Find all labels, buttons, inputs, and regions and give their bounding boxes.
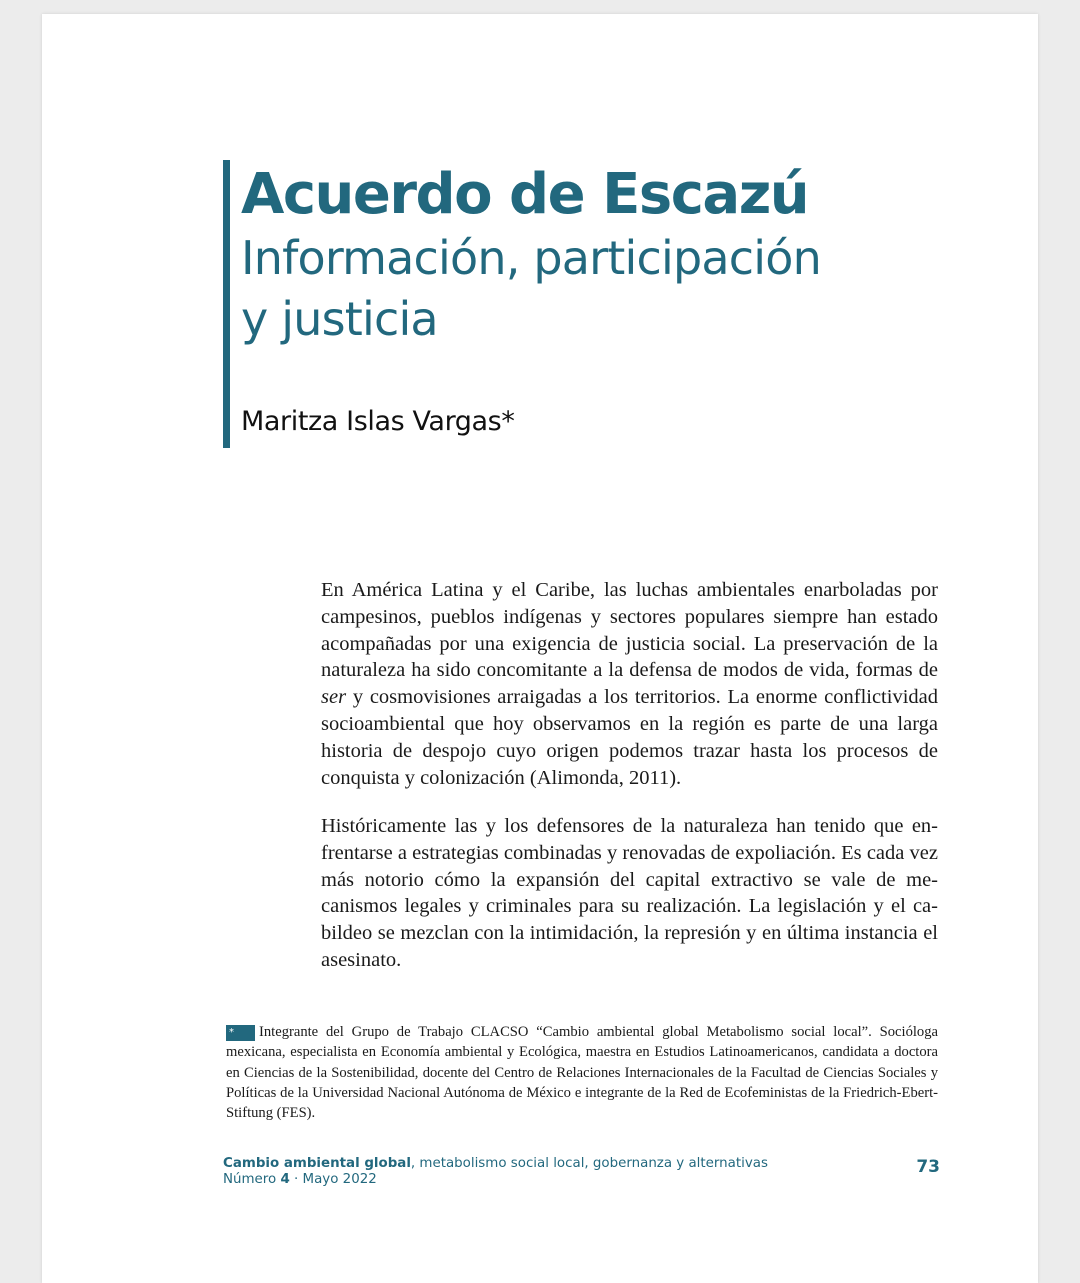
issue-line: [223, 1172, 768, 1188]
journal-subtitle: , metabolismo social local, gobernanza y alternativas: [410, 1156, 768, 1171]
footnote-marker: *: [226, 1025, 255, 1041]
paragraph-text: y cosmovisiones arraigadas a los territorios. La enorme conflictividad socioambiental que hoy observamos en la región es parte de una larga historia de despojo cuyo origen podemos trazar hasta los procesos de conquista y colonización (Alimonda, 2011).: [321, 686, 938, 789]
title-accent-bar: [223, 160, 230, 448]
footnote: [226, 1022, 938, 1123]
document-page: [42, 14, 1038, 1283]
footnote-text: Integrante del Grupo de Trabajo CLACSO “Cambio ambiental global Metabolismo social local”. Socióloga mexicana, especialista en Economía ambiental y Ecológica, maestra en Estudios Latinoamericanos, candidata a doctora en Ciencias de la Sostenibilidad, docente del Centro de Relaciones Internacionales de la Facultad de Ciencias Sociales y Políticas de la Universidad Nacional Autónoma de México e integrante de la Red de Ecofeministas de la Friedrich-Ebert-Stiftung (FES).: [226, 1024, 938, 1122]
body-paragraph-2: Históricamente las y los defensores de la naturaleza han tenido que enfrentarse a estrategias combinadas y renovadas de expoliación. Es cada vez más notorio cómo la expansión del capital extractivo se vale de mecanismos legales y criminales para su realización. La legislación y el cabildeo se mezclan con la intimidación, la represión y en última instancia el asesinato.: [321, 815, 938, 971]
issue-date: · Mayo 2022: [289, 1172, 377, 1187]
page-number: 73: [916, 1157, 940, 1177]
author-name: Maritza Islas Vargas*: [241, 406, 515, 437]
paragraph-text: En América Latina y el Caribe, las luchas ambientales enarboladas por campesinos, pueblos indígenas y sectores populares siempre han estado acompañadas por una exigencia de justicia social. La preservación de la naturaleza ha sido concomitante a la defensa de modos de vida, formas de: [321, 579, 938, 682]
journal-title-line: [223, 1156, 768, 1172]
subtitle-line: y justicia: [241, 292, 438, 346]
issue-prefix: Número: [223, 1172, 281, 1187]
article-subtitle: [241, 228, 931, 350]
subtitle-line: Información, participación: [241, 231, 821, 285]
issue-number: 4: [280, 1172, 290, 1187]
journal-footer: [223, 1156, 768, 1188]
italic-word: ser: [321, 686, 347, 709]
journal-name: Cambio ambiental global: [223, 1156, 411, 1171]
article-title: Acuerdo de Escazú: [241, 162, 809, 227]
body-paragraph-1: [321, 577, 938, 791]
